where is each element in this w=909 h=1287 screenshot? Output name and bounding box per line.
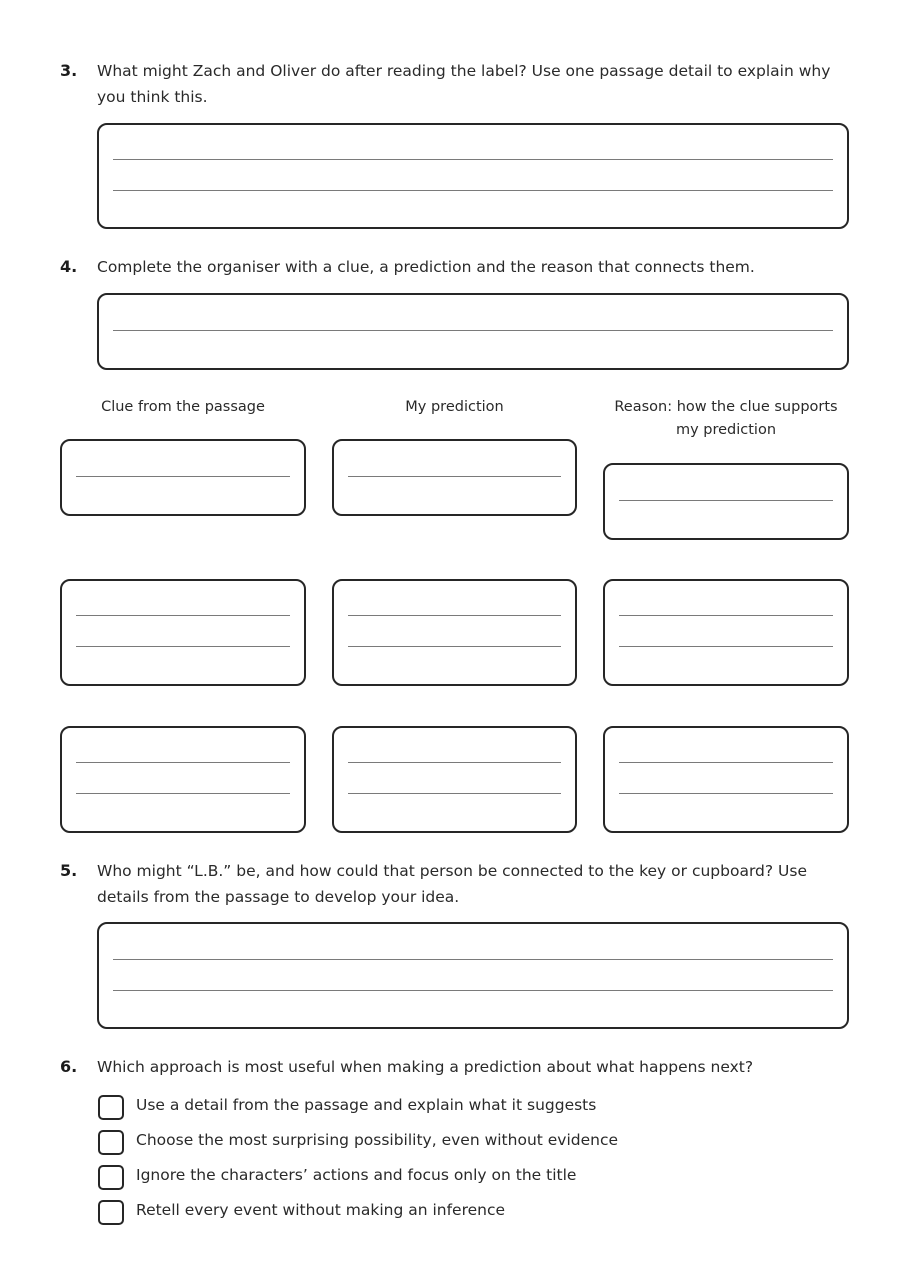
question-3-answer-box[interactable] [97,123,849,229]
question-6-text: Which approach is most useful when making a prediction about what happens next? [97,1058,754,1076]
question-5-text: Who might “L.B.” be, and how could that person be connected to the key or cupboard? Use details from the passage to develop your idea. [97,862,807,906]
answer-line [76,762,290,763]
question-4-text: Complete the organiser with a clue, a prediction and the reason that connects them. [97,258,755,276]
option-2-checkbox[interactable] [98,1130,124,1155]
question-3-text: What might Zach and Oliver do after reading the label? Use one passage detail to explain why you think this. [97,62,831,106]
organiser-heading-prediction: My prediction [405,399,504,415]
organiser-clue-box-3[interactable] [60,726,306,833]
answer-line [619,793,833,794]
organiser-reason-box-2[interactable] [603,579,849,686]
answer-line [76,793,290,794]
answer-line [619,500,833,501]
organiser-prediction-box-1[interactable] [332,439,577,516]
answer-line [619,646,833,647]
organiser-clue-box-1[interactable] [60,439,306,516]
organiser-clue-box-2[interactable] [60,579,306,686]
question-5-answer-box[interactable] [97,922,849,1029]
option-1-label: Use a detail from the passage and explain what it suggests [136,1096,597,1114]
answer-line [619,762,833,763]
question-6-number: 6. [60,1057,78,1076]
option-3-label: Ignore the characters’ actions and focus only on the title [136,1166,577,1184]
answer-line [348,762,561,763]
answer-line [348,615,561,616]
answer-line [348,476,561,477]
organiser-prediction-box-3[interactable] [332,726,577,833]
answer-line [619,615,833,616]
option-1-checkbox[interactable] [98,1095,124,1120]
answer-line [348,646,561,647]
option-4-label: Retell every event without making an inference [136,1201,506,1219]
answer-line [113,190,833,191]
answer-line [113,959,833,960]
organiser-heading-reason: Reason: how the clue supports my prediction [614,399,838,438]
organiser-prediction-box-2[interactable] [332,579,577,686]
organiser-heading-clue: Clue from the passage [101,399,265,415]
answer-line [113,990,833,991]
question-4-answer-box[interactable] [97,293,849,370]
answer-line [113,159,833,160]
option-3-checkbox[interactable] [98,1165,124,1190]
answer-line [113,330,833,331]
question-5-number: 5. [60,861,78,880]
organiser-reason-box-1[interactable] [603,463,849,540]
answer-line [76,476,290,477]
option-4-checkbox[interactable] [98,1200,124,1225]
option-2-label: Choose the most surprising possibility, even without evidence [136,1131,619,1149]
answer-line [348,793,561,794]
answer-line [76,646,290,647]
question-3-number: 3. [60,61,78,80]
answer-line [76,615,290,616]
question-4-number: 4. [60,257,78,276]
organiser-reason-box-3[interactable] [603,726,849,833]
